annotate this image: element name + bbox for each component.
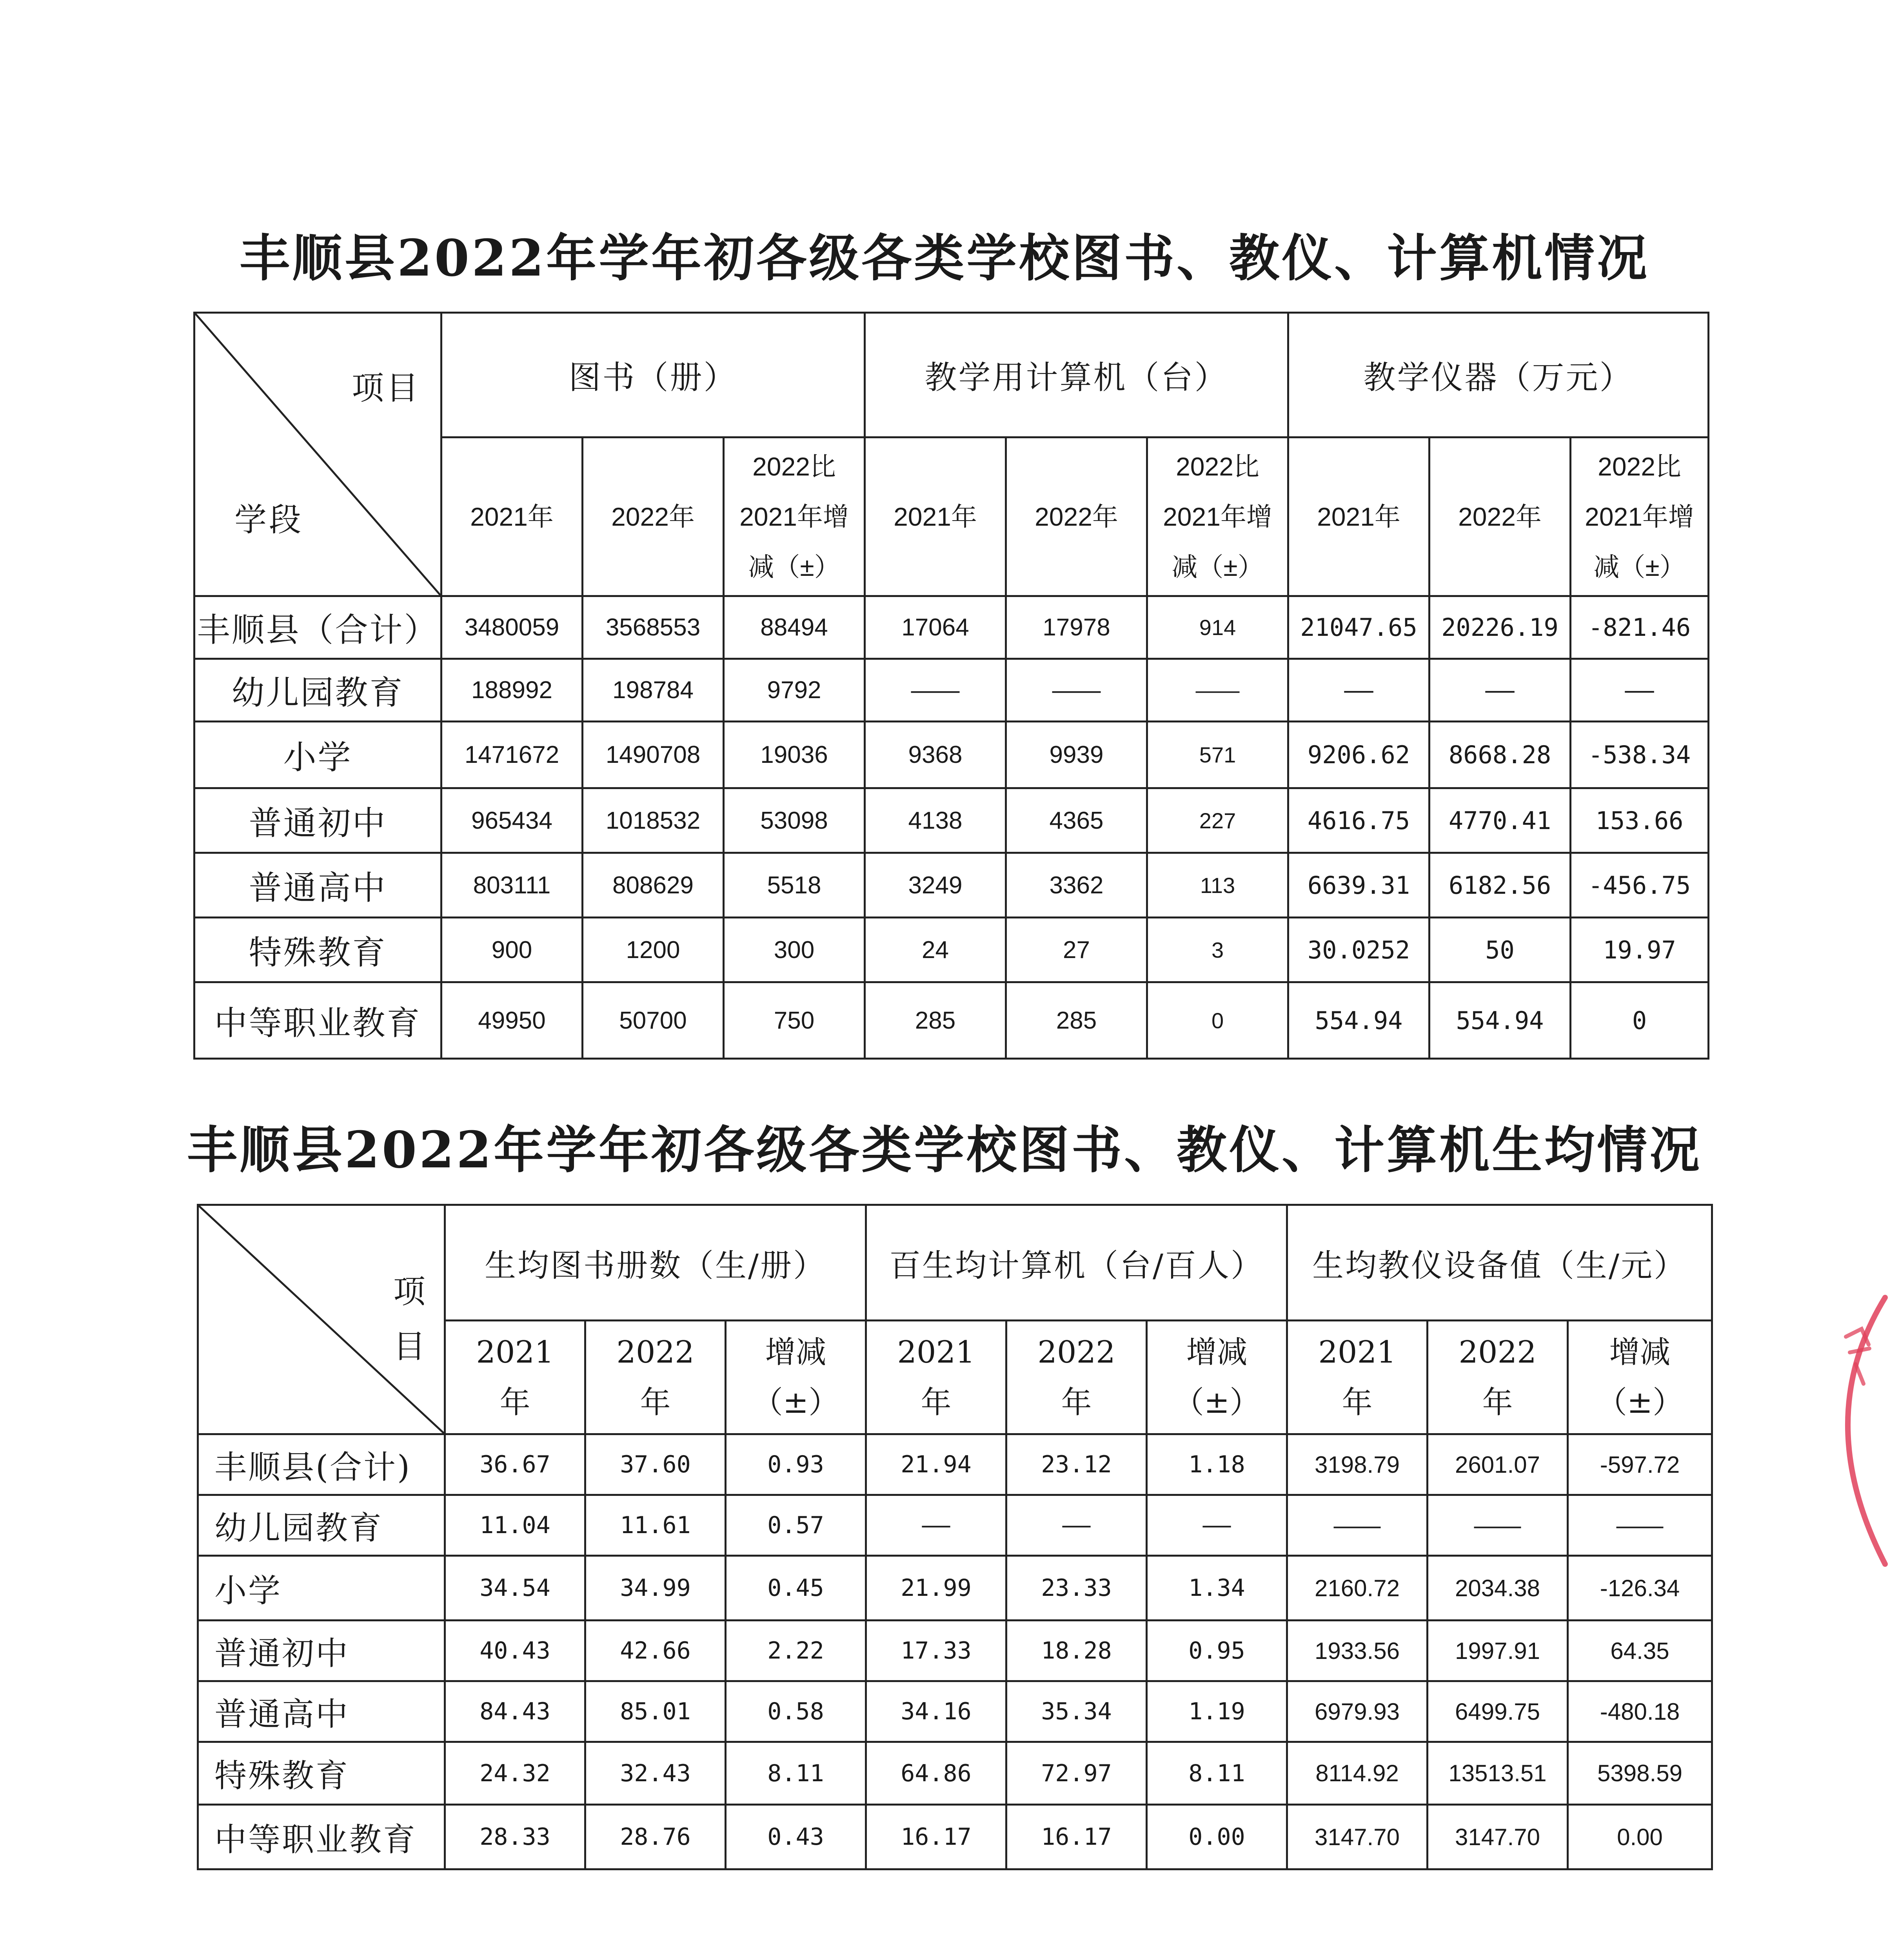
table-cell: 1471672 [441, 722, 583, 788]
table-cell: —— [1428, 1495, 1568, 1556]
table1-title: 丰顺县2022年学年初各级各类学校图书、教仪、计算机情况 [239, 229, 1650, 288]
table-cell: -821.46 [1571, 596, 1709, 659]
diagonal-line [195, 314, 440, 595]
table-row [194, 596, 1709, 659]
table-cell: 27 [1006, 918, 1147, 982]
table2 [197, 1204, 1713, 1870]
table-cell: 571 [1147, 722, 1288, 788]
group-header-equipment-per-student: 生均教仪设备值（生/元） [1287, 1205, 1712, 1321]
diff-sign: （±） [1173, 1385, 1261, 1420]
table-cell: 53098 [724, 788, 865, 853]
sub-header-diff [1147, 1321, 1287, 1434]
row-label: 普通高中 [198, 1681, 445, 1742]
year-number: 2021 [897, 1334, 975, 1370]
table-cell: 965434 [441, 788, 583, 853]
table-cell: 6499.75 [1428, 1681, 1568, 1742]
diff-line-2: 2021年增 [1163, 502, 1272, 531]
sub-header-2022: 2022年 [1429, 437, 1571, 596]
row-label: 普通初中 [198, 1621, 445, 1681]
table-cell: 4365 [1006, 788, 1147, 853]
sub-header-2021 [866, 1321, 1006, 1434]
diff-line-3: 减（±） [748, 552, 840, 581]
row-label: 中等职业教育 [194, 982, 441, 1059]
table-cell: 3198.79 [1287, 1434, 1428, 1495]
table-cell: 3147.70 [1428, 1805, 1568, 1869]
table-cell: 30.0252 [1288, 918, 1429, 982]
table-cell: 1997.91 [1428, 1621, 1568, 1681]
sub-header-2022 [1428, 1321, 1568, 1434]
diff-line-3: 减（±） [1593, 552, 1686, 581]
diff-label: 增减 [1609, 1334, 1671, 1370]
table-row [194, 788, 1709, 853]
corner-label-stage: 学段 [234, 501, 304, 539]
table-cell: 0 [1571, 982, 1709, 1059]
table-row [194, 659, 1709, 722]
table-cell: 803111 [441, 853, 583, 918]
sub-header-diff [1147, 437, 1288, 596]
table-cell: 50700 [583, 982, 724, 1059]
sub-header-2021: 2021年 [865, 437, 1006, 596]
table-cell: 35.34 [1006, 1681, 1147, 1742]
table-row [194, 918, 1709, 982]
table-cell: -597.72 [1568, 1434, 1712, 1495]
table1-corner-cell [194, 313, 441, 596]
diff-line-1: 2022比 [1598, 452, 1681, 481]
table2-body [198, 1434, 1712, 1869]
table-cell: 0.45 [726, 1556, 866, 1621]
year-number: 2022 [1459, 1334, 1537, 1370]
table-cell: 88494 [724, 596, 865, 659]
table-cell: 5518 [724, 853, 865, 918]
table-cell: —— [1147, 659, 1288, 722]
table-cell: 1.34 [1147, 1556, 1287, 1621]
table-cell: 750 [724, 982, 865, 1059]
table-cell: 300 [724, 918, 865, 982]
table-row [198, 1805, 1712, 1869]
table1-body [194, 596, 1709, 1059]
table-cell: 1018532 [583, 788, 724, 853]
table-cell: 0.43 [726, 1805, 866, 1869]
diff-sign: （±） [752, 1385, 839, 1420]
table-cell: 0.93 [726, 1434, 866, 1495]
table-cell: 554.94 [1429, 982, 1571, 1059]
year-suffix: 年 [1061, 1385, 1092, 1420]
table-cell: 18.28 [1006, 1621, 1147, 1681]
table-cell: 9368 [865, 722, 1006, 788]
table1 [193, 312, 1709, 1060]
group-header-books: 图书（册） [441, 313, 865, 437]
table-cell: 24.32 [445, 1742, 585, 1805]
table-row [198, 1495, 1712, 1556]
red-seal-stamp-fragment [1787, 1294, 1889, 1568]
year-suffix: 年 [1482, 1385, 1513, 1420]
group-header-books-per-student: 生均图书册数（生/册） [445, 1205, 866, 1321]
group-header-computers: 教学用计算机（台） [865, 313, 1288, 437]
table-cell: 3147.70 [1287, 1805, 1428, 1869]
table-cell: —— [1006, 1495, 1147, 1556]
table-cell: 17.33 [866, 1621, 1006, 1681]
row-label: 丰顺县(合计) [198, 1434, 445, 1495]
sub-header-diff [1571, 437, 1709, 596]
sub-header-diff [724, 437, 865, 596]
table-cell: 1.19 [1147, 1681, 1287, 1742]
table-row [198, 1434, 1712, 1495]
sub-header-diff [1568, 1321, 1712, 1434]
row-label: 丰顺县（合计） [194, 596, 441, 659]
table-cell: 23.33 [1006, 1556, 1147, 1621]
table-cell: 554.94 [1288, 982, 1429, 1059]
sub-header-2021 [1287, 1321, 1428, 1434]
table-cell: 21.94 [866, 1434, 1006, 1495]
table-cell: 17064 [865, 596, 1006, 659]
table-cell: 11.61 [585, 1495, 726, 1556]
table-cell: 285 [865, 982, 1006, 1059]
table-cell: 85.01 [585, 1681, 726, 1742]
table-cell: 9206.62 [1288, 722, 1429, 788]
diff-line-2: 2021年增 [1585, 502, 1694, 531]
table-cell: 9939 [1006, 722, 1147, 788]
table-cell: 16.17 [866, 1805, 1006, 1869]
table-cell: 4616.75 [1288, 788, 1429, 853]
year-number: 2022 [616, 1334, 694, 1370]
sub-header-2021: 2021年 [441, 437, 583, 596]
table-cell: 3362 [1006, 853, 1147, 918]
sub-header-2022: 2022年 [1006, 437, 1147, 596]
table-cell: 49950 [441, 982, 583, 1059]
table-cell: —— [865, 659, 1006, 722]
table-cell: 34.99 [585, 1556, 726, 1621]
row-label: 特殊教育 [194, 918, 441, 982]
diff-line-1: 2022比 [752, 452, 836, 481]
row-label: 小学 [194, 722, 441, 788]
table-cell: 0.95 [1147, 1621, 1287, 1681]
table-cell: 2601.07 [1428, 1434, 1568, 1495]
table-cell: 28.33 [445, 1805, 585, 1869]
table-cell: 19.97 [1571, 918, 1709, 982]
diff-line-3: 减（±） [1172, 552, 1264, 581]
row-label: 幼儿园教育 [198, 1495, 445, 1556]
corner-label-item: 项目 [351, 370, 421, 407]
table-cell: 198784 [583, 659, 724, 722]
sub-header-2022 [585, 1321, 726, 1434]
table-cell: 2160.72 [1287, 1556, 1428, 1621]
row-label: 特殊教育 [198, 1742, 445, 1805]
row-label: 中等职业教育 [198, 1805, 445, 1869]
year-number: 2021 [476, 1334, 554, 1370]
table-cell: 6639.31 [1288, 853, 1429, 918]
table-cell: 227 [1147, 788, 1288, 853]
row-label: 小学 [198, 1556, 445, 1621]
table-cell: 2034.38 [1428, 1556, 1568, 1621]
year-number: 2022 [1037, 1334, 1115, 1370]
table-cell: 1200 [583, 918, 724, 982]
table-cell: 40.43 [445, 1621, 585, 1681]
table-row [194, 853, 1709, 918]
table-cell: 1933.56 [1287, 1621, 1428, 1681]
table-cell: —— [1571, 659, 1709, 722]
table-cell: 32.43 [585, 1742, 726, 1805]
table-cell: 17978 [1006, 596, 1147, 659]
table-cell: 8.11 [1147, 1742, 1287, 1805]
table-cell: 0.58 [726, 1681, 866, 1742]
table-cell: 900 [441, 918, 583, 982]
year-number: 2021 [1318, 1334, 1396, 1370]
table-cell: 34.54 [445, 1556, 585, 1621]
group-header-computers-per-hundred: 百生均计算机（台/百人） [866, 1205, 1287, 1321]
table-cell: 3480059 [441, 596, 583, 659]
table-cell: 188992 [441, 659, 583, 722]
table-cell: 3249 [865, 853, 1006, 918]
table-cell: —— [1147, 1495, 1287, 1556]
diff-sign: （±） [1596, 1385, 1684, 1420]
table-cell: 37.60 [585, 1434, 726, 1495]
table-cell: -126.34 [1568, 1556, 1712, 1621]
year-suffix: 年 [640, 1385, 671, 1420]
corner-label-item: 项目 [393, 1273, 428, 1365]
table-row [194, 982, 1709, 1059]
table-cell: 2.22 [726, 1621, 866, 1681]
table-cell: 34.16 [866, 1681, 1006, 1742]
table-row [198, 1681, 1712, 1742]
table-cell: 285 [1006, 982, 1147, 1059]
table-cell: —— [1429, 659, 1571, 722]
table-row [194, 722, 1709, 788]
table-cell: 0 [1147, 982, 1288, 1059]
table-cell: 9792 [724, 659, 865, 722]
table2-title: 丰顺县2022年学年初各级各类学校图书、教仪、计算机生均情况 [187, 1121, 1702, 1180]
table-cell: -538.34 [1571, 722, 1709, 788]
table-row [198, 1742, 1712, 1805]
table-cell: 8668.28 [1429, 722, 1571, 788]
group-header-instruments: 教学仪器（万元） [1288, 313, 1709, 437]
row-label: 幼儿园教育 [194, 659, 441, 722]
table-cell: 8114.92 [1287, 1742, 1428, 1805]
table-cell: 84.43 [445, 1681, 585, 1742]
table-cell: 5398.59 [1568, 1742, 1712, 1805]
table-cell: 20226.19 [1429, 596, 1571, 659]
table-cell: 72.97 [1006, 1742, 1147, 1805]
table-cell: 13513.51 [1428, 1742, 1568, 1805]
table-cell: 50 [1429, 918, 1571, 982]
table-cell: 4138 [865, 788, 1006, 853]
table-cell: 3 [1147, 918, 1288, 982]
row-label: 普通高中 [194, 853, 441, 918]
row-label: 普通初中 [194, 788, 441, 853]
year-suffix: 年 [499, 1385, 530, 1420]
table2-group-header-row [198, 1205, 1712, 1321]
year-suffix: 年 [1342, 1385, 1373, 1420]
table-cell: 808629 [583, 853, 724, 918]
diff-label: 增减 [1186, 1334, 1248, 1370]
table-cell: 42.66 [585, 1621, 726, 1681]
table-cell: 4770.41 [1429, 788, 1571, 853]
table-cell: 11.04 [445, 1495, 585, 1556]
table-cell: 113 [1147, 853, 1288, 918]
sub-header-2022: 2022年 [583, 437, 724, 596]
table-cell: 1490708 [583, 722, 724, 788]
diff-line-2: 2021年增 [739, 502, 849, 531]
table-cell: 6182.56 [1429, 853, 1571, 918]
table-cell: —— [1568, 1495, 1712, 1556]
table2-corner-cell [198, 1205, 445, 1434]
table-cell: -456.75 [1571, 853, 1709, 918]
table-cell: 21047.65 [1288, 596, 1429, 659]
table-cell: 64.35 [1568, 1621, 1712, 1681]
table-cell: 153.66 [1571, 788, 1709, 853]
diff-label: 增减 [765, 1334, 826, 1370]
table-cell: 64.86 [866, 1742, 1006, 1805]
table-cell: 21.99 [866, 1556, 1006, 1621]
table-cell: 0.00 [1147, 1805, 1287, 1869]
table-cell: -480.18 [1568, 1681, 1712, 1742]
table-cell: —— [1288, 659, 1429, 722]
sub-header-2021 [445, 1321, 585, 1434]
table-cell: 24 [865, 918, 1006, 982]
table1-group-header-row [194, 313, 1709, 437]
table-cell: 0.57 [726, 1495, 866, 1556]
table-cell: 8.11 [726, 1742, 866, 1805]
table-cell: 914 [1147, 596, 1288, 659]
table-cell: 1.18 [1147, 1434, 1287, 1495]
table-row [198, 1621, 1712, 1681]
diff-line-1: 2022比 [1176, 452, 1259, 481]
sub-header-diff [726, 1321, 866, 1434]
table-cell: 6979.93 [1287, 1681, 1428, 1742]
table-cell: 28.76 [585, 1805, 726, 1869]
table-cell: 23.12 [1006, 1434, 1147, 1495]
table-cell: —— [1006, 659, 1147, 722]
table-cell: —— [866, 1495, 1006, 1556]
table-cell: 19036 [724, 722, 865, 788]
table-cell: —— [1287, 1495, 1428, 1556]
sub-header-2021: 2021年 [1288, 437, 1429, 596]
year-suffix: 年 [921, 1385, 952, 1420]
table-cell: 36.67 [445, 1434, 585, 1495]
table-cell: 0.00 [1568, 1805, 1712, 1869]
table-cell: 16.17 [1006, 1805, 1147, 1869]
table-row [198, 1556, 1712, 1621]
table-cell: 3568553 [583, 596, 724, 659]
sub-header-2022 [1006, 1321, 1147, 1434]
